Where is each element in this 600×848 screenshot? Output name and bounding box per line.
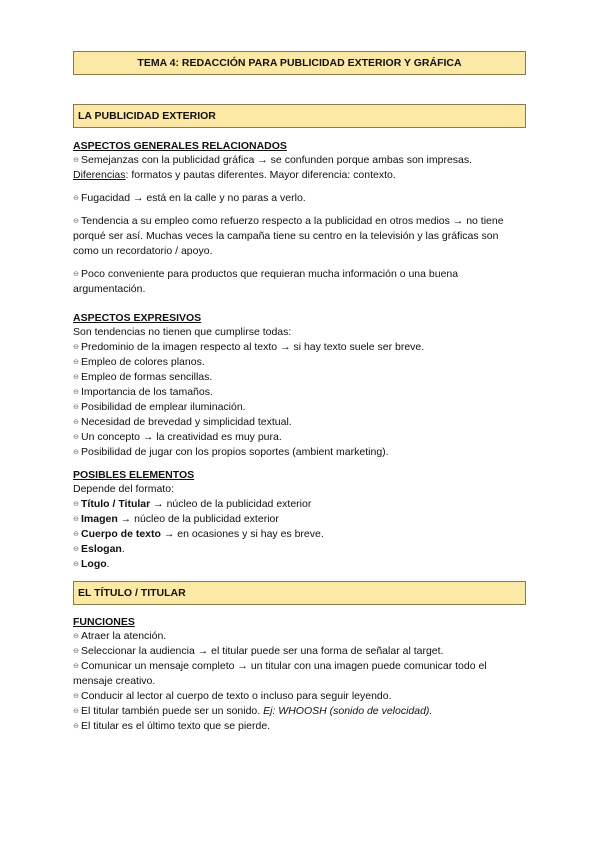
list-item: ⊖ Imagen → núcleo de la publicidad exterior — [73, 513, 279, 525]
list-item: ⊖ Atraer la atención. — [73, 630, 167, 642]
bullet-icon: ⊖ — [73, 359, 79, 366]
bullet-icon: ⊖ — [73, 723, 79, 730]
bullet-icon: ⊖ — [73, 546, 79, 553]
aspectos-generales-block — [73, 139, 528, 297]
bullet-icon: ⊖ — [73, 157, 79, 164]
bullet-icon: ⊖ — [73, 708, 79, 715]
bullet-icon: ⊖ — [73, 648, 79, 655]
paragraph-continuation: porqué ser así. Muchas veces la campaña tiene su centro en la televisión y las gráficas son — [73, 230, 499, 242]
list-item: ⊖ Importancia de los tamaños. — [73, 386, 213, 398]
funciones-block — [73, 615, 528, 734]
bullet-icon: ⊖ — [73, 271, 79, 278]
bullet-icon: ⊖ — [73, 344, 79, 351]
posibles-elementos-block — [73, 468, 528, 572]
list-item: ⊖ Un concepto → la creatividad es muy pura. — [73, 431, 282, 443]
list-item: ⊖ Poco conveniente para productos que requieran mucha información o una buena — [73, 268, 459, 280]
aspectos-expresivos-heading: ASPECTOS EXPRESIVOS — [73, 312, 202, 324]
section-header-titulo: EL TÍTULO / TITULAR — [73, 581, 526, 605]
intro-text: Depende del formato: — [73, 483, 174, 495]
list-item: ⊖ Semejanzas con la publicidad gráfica → se confunden porque ambas son impresas. — [73, 154, 473, 166]
aspectos-generales-heading: ASPECTOS GENERALES RELACIONADOS — [73, 140, 287, 152]
list-item: ⊖ Posibilidad de emplear iluminación. — [73, 401, 246, 413]
intro-text: Son tendencias no tienen que cumplirse todas: — [73, 326, 292, 338]
bullet-icon: ⊖ — [73, 633, 79, 640]
list-item: ⊖ Eslogan. — [73, 543, 125, 555]
list-item: ⊖ Empleo de formas sencillas. — [73, 371, 213, 383]
list-item: ⊖ Comunicar un mensaje completo → un titular con una imagen puede comunicar todo el — [73, 660, 487, 672]
diferencias-label: Diferencias — [73, 169, 126, 181]
bullet-icon: ⊖ — [73, 374, 79, 381]
bullet-icon: ⊖ — [73, 389, 79, 396]
bullet-icon: ⊖ — [73, 218, 79, 225]
bullet-icon: ⊖ — [73, 531, 79, 538]
bullet-icon: ⊖ — [73, 434, 79, 441]
list-item: ⊖ Empleo de colores planos. — [73, 356, 205, 368]
bullet-icon: ⊖ — [73, 449, 79, 456]
bullet-icon: ⊖ — [73, 419, 79, 426]
bullet-icon: ⊖ — [73, 195, 79, 202]
bullet-icon: ⊖ — [73, 693, 79, 700]
list-item: ⊖ Posibilidad de jugar con los propios soportes (ambient marketing). — [73, 446, 389, 458]
aspectos-expresivos-block — [73, 311, 528, 460]
posibles-elementos-heading: POSIBLES ELEMENTOS — [73, 469, 195, 481]
section-header-publicidad-exterior: LA PUBLICIDAD EXTERIOR — [73, 104, 526, 128]
list-item: ⊖ El titular también puede ser un sonido. Ej: WHOOSH (sonido de velocidad). — [73, 705, 433, 717]
diferencias-line: Diferencias: formatos y pautas diferentes. Mayor diferencia: contexto. — [73, 169, 396, 181]
paragraph-continuation: como un recordatorio / apoyo. — [73, 245, 213, 257]
list-item: ⊖ Título / Titular → núcleo de la publicidad exterior — [73, 498, 312, 510]
list-item: ⊖ Predominio de la imagen respecto al texto → si hay texto suele ser breve. — [73, 341, 425, 353]
list-item: ⊖ Cuerpo de texto → en ocasiones y si hay es breve. — [73, 528, 324, 540]
bullet-icon: ⊖ — [73, 516, 79, 523]
list-item: ⊖ Conducir al lector al cuerpo de texto o incluso para seguir leyendo. — [73, 690, 392, 702]
bullet-icon: ⊖ — [73, 663, 79, 670]
list-item: ⊖ El titular es el último texto que se pierde. — [73, 720, 271, 732]
paragraph-continuation: argumentación. — [73, 283, 146, 295]
bullet-icon: ⊖ — [73, 404, 79, 411]
document-title: TEMA 4: REDACCIÓN PARA PUBLICIDAD EXTERIOR Y GRÁFICA — [73, 51, 526, 75]
list-item: ⊖ Logo. — [73, 558, 110, 570]
bullet-icon: ⊖ — [73, 561, 79, 568]
list-item: ⊖ Tendencia a su empleo como refuerzo respecto a la publicidad en otros medios → no tiene — [73, 215, 504, 227]
list-item: ⊖ Necesidad de brevedad y simplicidad textual. — [73, 416, 292, 428]
paragraph-continuation: mensaje creativo. — [73, 675, 156, 687]
list-item: ⊖ Fugacidad → está en la calle y no paras a verlo. — [73, 192, 306, 204]
list-item: ⊖ Seleccionar la audiencia → el titular puede ser una forma de señalar al target. — [73, 645, 444, 657]
funciones-heading: FUNCIONES — [73, 616, 135, 628]
bullet-icon: ⊖ — [73, 501, 79, 508]
